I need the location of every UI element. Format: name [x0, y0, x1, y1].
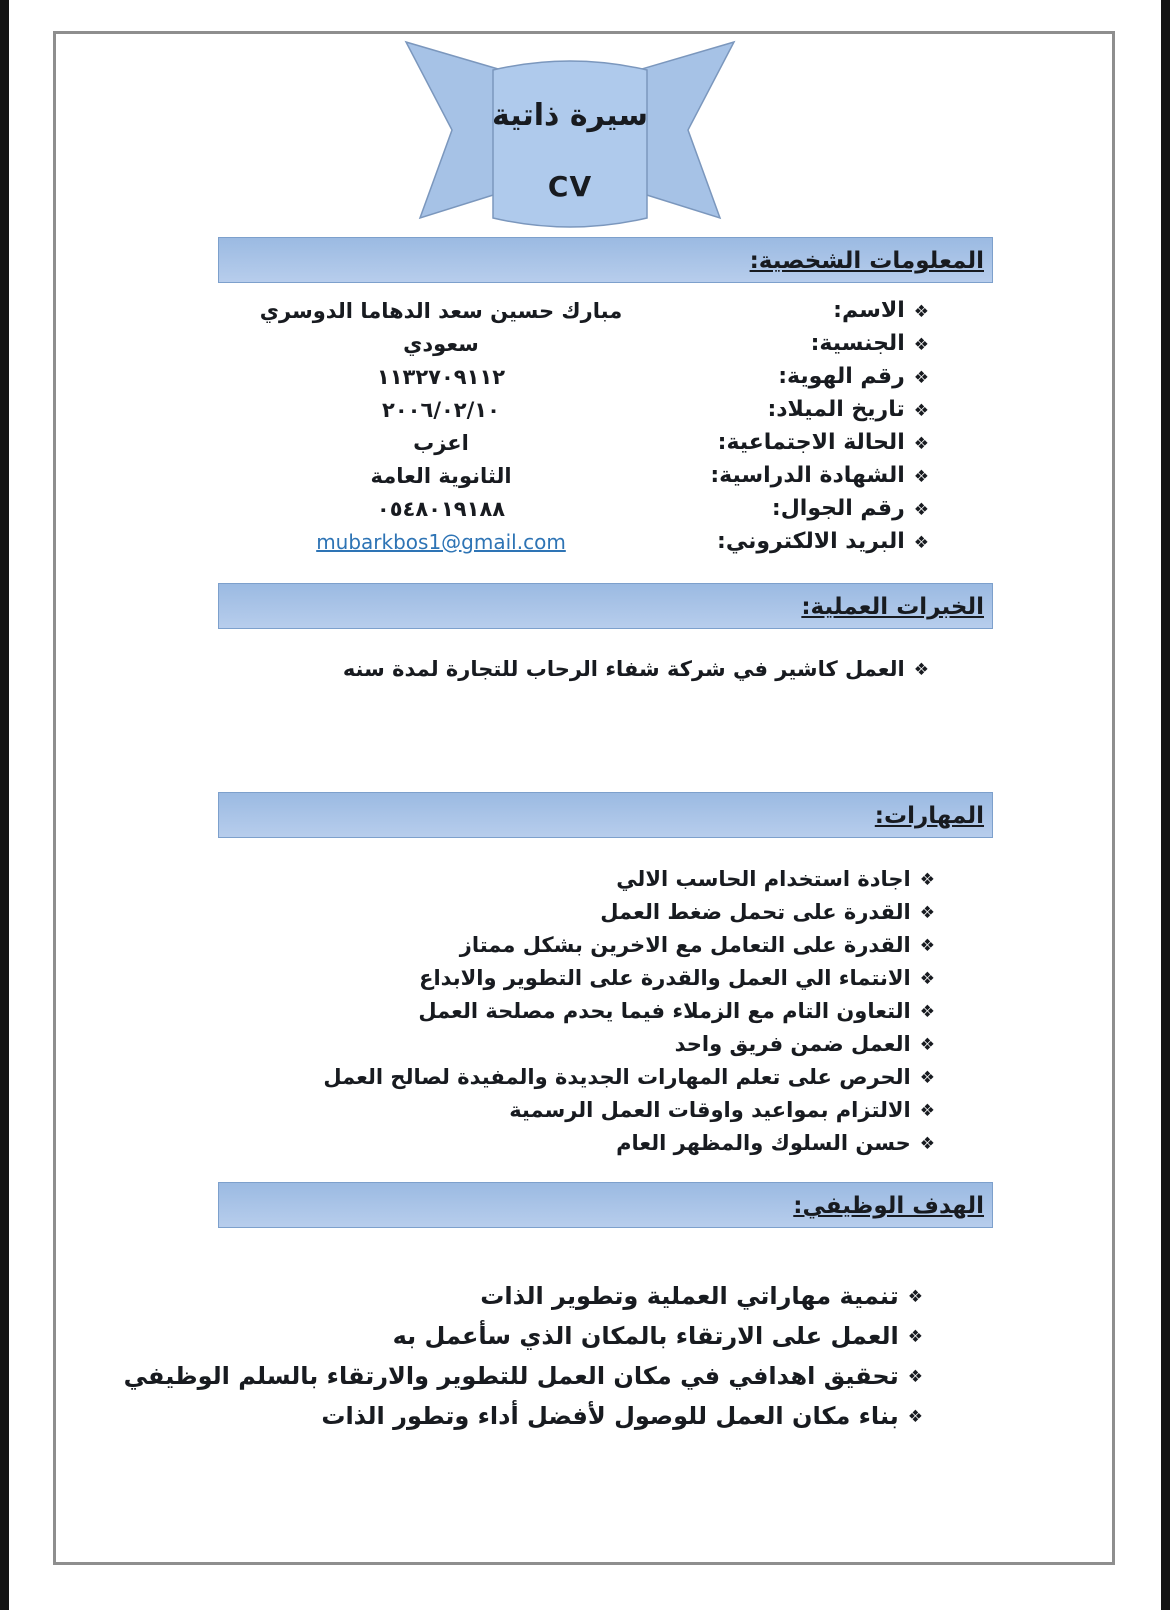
skill-item [223, 1093, 935, 1126]
cv-ribbon-banner [400, 36, 740, 232]
personal-info-label: الشهادة الدراسية: [710, 463, 905, 488]
diamond-bullet-icon: ❖ [913, 499, 929, 520]
skills-list [223, 862, 935, 1159]
scan-edge-left [0, 0, 9, 1610]
skill-item [223, 928, 935, 961]
objective-text: العمل على الارتقاء بالمكان الذي سأعمل به [392, 1322, 899, 1350]
personal-info-value: سعودي [403, 331, 479, 356]
skill-item [223, 862, 935, 895]
personal-info-value: ١١٣٢٧٠٩١١٢ [376, 364, 506, 389]
diamond-bullet-icon: ❖ [919, 869, 935, 890]
diamond-bullet-icon: ❖ [907, 1367, 923, 1387]
section-bar-experience [218, 583, 993, 629]
personal-info-value: مبارك حسين سعد الدهاما الدوسري [259, 298, 623, 323]
section-title-objective: الهدف الوظيفي: [793, 1193, 984, 1219]
diamond-bullet-icon: ❖ [919, 935, 935, 956]
skill-item [223, 994, 935, 1027]
personal-info-row [223, 393, 929, 426]
diamond-bullet-icon: ❖ [907, 1327, 923, 1347]
diamond-bullet-icon: ❖ [907, 1407, 923, 1427]
personal-info-label: الاسم: [833, 298, 905, 323]
diamond-bullet-icon: ❖ [919, 1001, 935, 1022]
diamond-bullet-icon: ❖ [913, 660, 929, 680]
skill-item [223, 1060, 935, 1093]
personal-info-row [223, 492, 929, 525]
diamond-bullet-icon: ❖ [913, 466, 929, 487]
personal-info-row [223, 327, 929, 360]
diamond-bullet-icon: ❖ [919, 968, 935, 989]
objective-list [123, 1276, 923, 1436]
personal-info-row [223, 459, 929, 492]
section-bar-personal-info [218, 237, 993, 283]
personal-info-value: الثانوية العامة [370, 463, 512, 488]
objective-item [123, 1356, 923, 1396]
diamond-bullet-icon: ❖ [919, 902, 935, 923]
skill-text: اجادة استخدام الحاسب الالي [616, 866, 911, 891]
skill-text: القدرة على تحمل ضغط العمل [600, 899, 911, 924]
document-page [53, 31, 1115, 1565]
personal-info-value: ٠٥٤٨٠١٩١٨٨ [376, 496, 506, 521]
section-title-experience: الخبرات العملية: [801, 594, 984, 620]
objective-item [223, 1316, 923, 1356]
section-title-skills: المهارات: [874, 803, 984, 829]
skill-item [223, 1027, 935, 1060]
skill-text: التعاون التام مع الزملاء فيما يحدم مصلحة العمل [418, 998, 911, 1023]
section-title-personal-info: المعلومات الشخصية: [749, 248, 984, 274]
email-link[interactable]: mubarkbos1@gmail.com [316, 529, 566, 554]
personal-info-email-row [223, 525, 929, 558]
scan-edge-right [1161, 0, 1170, 1610]
diamond-bullet-icon: ❖ [913, 400, 929, 421]
skill-item [223, 961, 935, 994]
skill-text: الالتزام بمواعيد واوقات العمل الرسمية [509, 1097, 911, 1122]
personal-info-list [223, 294, 929, 525]
personal-info-label: رقم الجوال: [771, 496, 905, 521]
personal-info-row [223, 360, 929, 393]
experience-text: العمل كاشير في شركة شفاء الرحاب للتجارة لمدة سنه [342, 657, 905, 681]
skill-text: القدرة على التعامل مع الاخرين بشكل ممتاز [459, 932, 911, 957]
diamond-bullet-icon: ❖ [907, 1287, 923, 1307]
banner-title-english: CV [547, 170, 593, 203]
diamond-bullet-icon: ❖ [919, 1133, 935, 1154]
personal-info-row [223, 294, 929, 327]
objective-text: تحقيق اهدافي في مكان العمل للتطوير والارتقاء بالسلم الوظيفي [123, 1362, 899, 1390]
objective-item [223, 1276, 923, 1316]
skill-item [223, 895, 935, 928]
diamond-bullet-icon: ❖ [913, 301, 929, 322]
personal-info-label: البريد الالكتروني: [717, 529, 905, 554]
diamond-bullet-icon: ❖ [913, 433, 929, 454]
diamond-bullet-icon: ❖ [913, 367, 929, 388]
personal-info-label: الجنسية: [810, 331, 905, 356]
skill-item [223, 1126, 935, 1159]
section-bar-objective [218, 1182, 993, 1228]
section-bar-skills [218, 792, 993, 838]
personal-info-value: اعزب [413, 430, 469, 455]
skill-text: الانتماء الي العمل والقدرة على التطوير والابداع [419, 965, 911, 990]
diamond-bullet-icon: ❖ [919, 1034, 935, 1055]
personal-info-label: الحالة الاجتماعية: [717, 430, 905, 455]
personal-info-label: تاريخ الميلاد: [767, 397, 905, 422]
diamond-bullet-icon: ❖ [919, 1067, 935, 1088]
personal-info-row [223, 426, 929, 459]
skill-text: العمل ضمن فريق واحد [674, 1031, 911, 1056]
diamond-bullet-icon: ❖ [913, 334, 929, 355]
experience-list [223, 652, 929, 686]
banner-title-arabic: سيرة ذاتية [492, 98, 648, 133]
experience-item [223, 652, 929, 686]
personal-info-value: ٢٠٠٦/٠٢/١٠ [382, 397, 500, 422]
diamond-bullet-icon: ❖ [913, 532, 929, 553]
skill-text: حسن السلوك والمظهر العام [616, 1130, 911, 1155]
diamond-bullet-icon: ❖ [919, 1100, 935, 1121]
personal-info-label: رقم الهوية: [778, 364, 905, 389]
skill-text: الحرص على تعلم المهارات الجديدة والمفيدة لصالح العمل [323, 1064, 911, 1089]
objective-text: بناء مكان العمل للوصول لأفضل أداء وتطور الذات [321, 1402, 899, 1430]
objective-text: تنمية مهاراتي العملية وتطوير الذات [480, 1282, 899, 1310]
objective-item [223, 1396, 923, 1436]
